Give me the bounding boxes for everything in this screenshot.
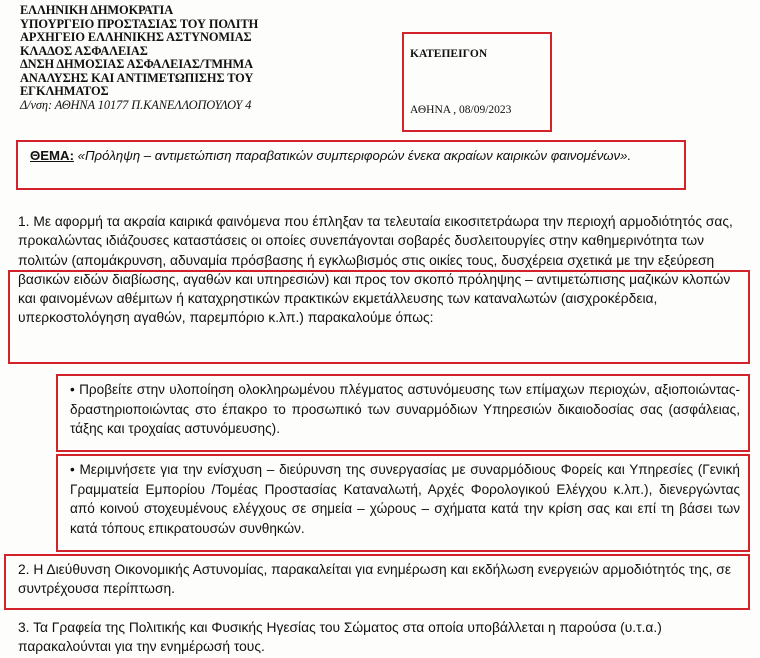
document-header (20, 4, 320, 112)
subject-line (30, 146, 670, 165)
paragraph-1-intro: 1. Με αφορμή τα ακραία καιρικά φαινόμενα που έπληξαν τα τελευταία εικοσιτετράωρα την περιοχή αρμοδιότητός σας, προκαλώντας ιδιάζουσες καταστάσεις οι οποίες συνεπάγονται σοβαρές δυσλειτουργίες στην καθημερινότητα των πολιτών (απομάκρυνση, αδυναμία πρόσβασης ή εγκλωβισμός στις οικίες τους, (18, 214, 733, 268)
header-line: ΕΓΚΛΗΜΑΤΟΣ (20, 84, 109, 98)
bullet-item-2: • Μεριμνήσετε για την ενίσχυση – διεύρυνση της συνεργασίας με συναρμόδιους Φορείς και Υπηρεσίες (Γενική Γραμματεία Εμπορίου /Τομέας Προστασίας Καταναλωτή, Αρχές Φορολογικού Ελέγχου κ.λπ.), διενεργώντας από κοινού στοχευμένους ελέγχους σε σημεία – χώρους – σχήματα κατά την κρίση σας και επί τη βάσει των κατά τόπους επικρατουσών συνθηκών. (70, 462, 740, 536)
paragraph-3: 3. Τα Γραφεία της Πολιτικής και Φυσικής Ηγεσίας του Σώματος στα οποία υποβάλλεται η παρούσα (υ.τ.α.) παρακαλούνται για την ενημέρωσή τους. (18, 620, 662, 655)
bullet-item-1: • Προβείτε στην υλοποίηση ολοκληρωμένου πλέγματος αστυνόμευσης των επίμαχων περιοχών, αξιοποιώντας-δραστηριοποιώντας στο έπακρο το προσωπικό των συναρμόδιων Υπηρεσιών δικαιοδοσίας σας (ασφάλειας, τάξης και τροχαίας αστυνόμευσης). (70, 382, 740, 436)
subject-label: ΘΕΜΑ: (30, 148, 74, 163)
place-date: ΑΘΗΝΑ , 08/09/2023 (410, 104, 512, 116)
urgency-label: ΚΑΤΕΠΕΙΓΟΝ (410, 48, 488, 60)
header-line: ΥΠΟΥΡΓΕΙΟ ΠΡΟΣΤΑΣΙΑΣ ΤΟΥ ΠΟΛΙΤΗ (20, 16, 259, 31)
paragraph-1-request: παρακαλούμε όπως: (307, 310, 434, 326)
header-line: ΚΛΑΔΟΣ ΑΣΦΑΛΕΙΑΣ (20, 43, 148, 58)
header-line: ΑΝΑΛΥΣΗΣ ΚΑΙ ΑΝΤΙΜΕΤΩΠΙΣΗΣ ΤΟΥ (20, 70, 254, 85)
paragraph-1-purpose: δυσχέρεια σχετικά με την εξεύρεση βασικών ειδών διαβίωσης, αγαθών και υπηρεσιών) και προς τον σκοπό πρόληψης – αντιμετώπισης μαζικών κλοπών και φαινομένων αθέμιτων ή καταχρηστικών πρακτικών εκμετάλλευσης των καταναλωτών (αισχροκέρδεια, υπερκοστολόγηση αγαθών, παρεμπόριο κ.λπ.) (18, 252, 731, 326)
header-address: Δ/νση: ΑΘΗΝΑ 10177 Π.ΚΑΝΕΛΛΟΠΟΥΛΟΥ 4 (20, 97, 252, 112)
urgency-highlight-box (402, 32, 552, 132)
paragraph-2: 2. Η Διεύθυνση Οικονομικής Αστυνομίας, παρακαλείται για ενημέρωση και εκδήλωση ενεργειών αρμοδιότητός της, σε συντρέχουσα περίπτωση. (18, 562, 731, 597)
subject-text: «Πρόληψη – αντιμετώπιση παραβατικών συμπεριφορών ένεκα ακραίων καιρικών φαινομένων». (77, 148, 632, 163)
header-line: ΑΡΧΗΓΕΙΟ ΕΛΛΗΝΙΚΗΣ ΑΣΤΥΝΟΜΙΑΣ (20, 30, 252, 44)
header-line: ΕΛΛΗΝΙΚΗ ΔΗΜΟΚΡΑΤΙΑ (20, 3, 174, 17)
header-line: ΔΝΣΗ ΔΗΜΟΣΙΑΣ ΑΣΦΑΛΕΙΑΣ/ΤΜΗΜΑ (20, 57, 253, 71)
paragraph-1 (18, 212, 744, 328)
